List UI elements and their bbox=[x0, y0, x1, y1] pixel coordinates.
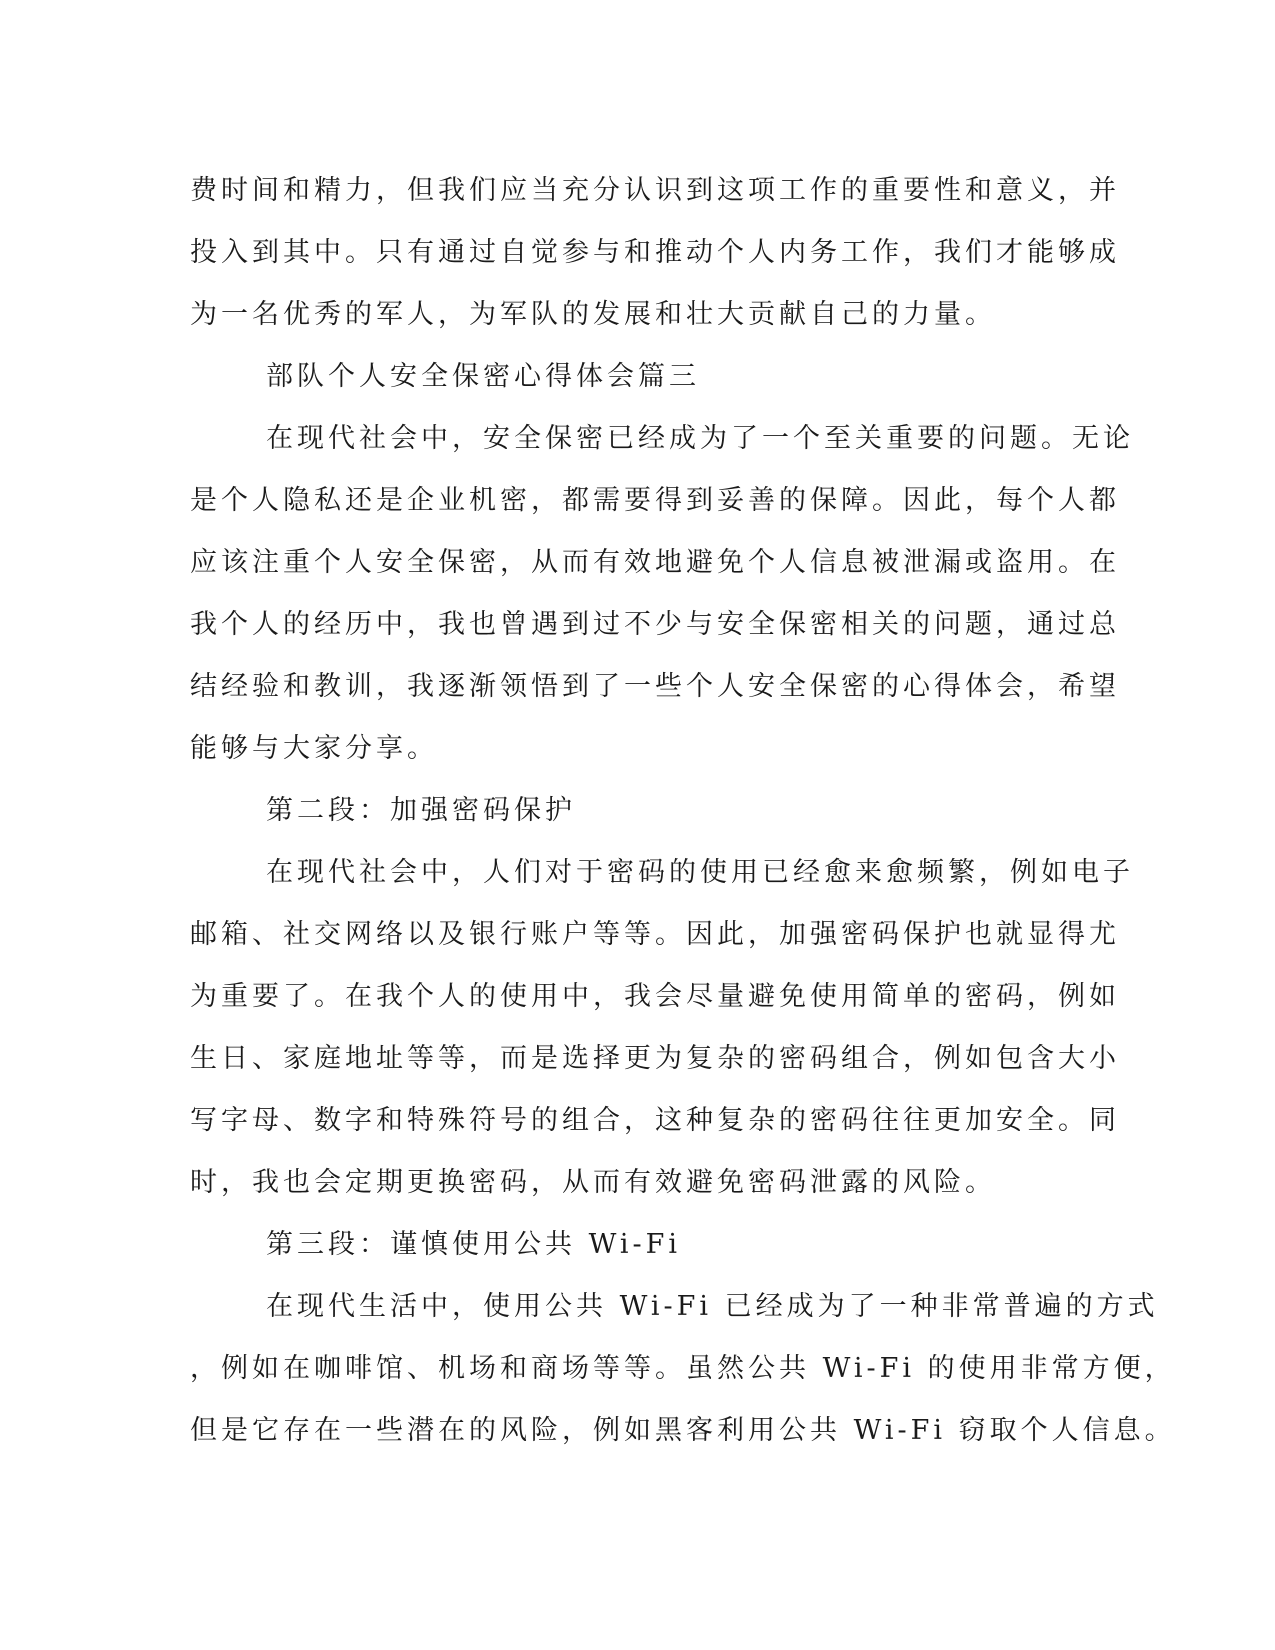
section-heading: 第三段：谨慎使用公共 Wi-Fi bbox=[266, 1229, 681, 1260]
text-line: 是个人隐私还是企业机密，都需要得到妥善的保障。因此，每个人都 bbox=[190, 485, 1120, 516]
text-line: 在现代生活中，使用公共 Wi-Fi 已经成为了一种非常普遍的方式 bbox=[266, 1291, 1159, 1322]
text-line: 为重要了。在我个人的使用中，我会尽量避免使用简单的密码，例如 bbox=[190, 981, 1120, 1012]
text-line: 结经验和教训，我逐渐领悟到了一些个人安全保密的心得体会，希望 bbox=[190, 671, 1120, 702]
text-line: 写字母、数字和特殊符号的组合，这种复杂的密码往往更加安全。同 bbox=[190, 1105, 1120, 1136]
text-line: 生日、家庭地址等等，而是选择更为复杂的密码组合，例如包含大小 bbox=[190, 1043, 1120, 1074]
body-text bbox=[190, 160, 1176, 1462]
section-heading: 部队个人安全保密心得体会篇三 bbox=[266, 361, 700, 392]
text-line: 费时间和精力，但我们应当充分认识到这项工作的重要性和意义，并 bbox=[190, 175, 1120, 206]
text-line: 邮箱、社交网络以及银行账户等等。因此，加强密码保护也就显得尤 bbox=[190, 919, 1120, 950]
text-line: ，例如在咖啡馆、机场和商场等等。虽然公共 Wi-Fi 的使用非常方便， bbox=[190, 1353, 1176, 1384]
text-line: 投入到其中。只有通过自觉参与和推动个人内务工作，我们才能够成 bbox=[190, 237, 1120, 268]
text-line: 应该注重个人安全保密，从而有效地避免个人信息被泄漏或盗用。在 bbox=[190, 547, 1120, 578]
text-line: 为一名优秀的军人，为军队的发展和壮大贡献自己的力量。 bbox=[190, 299, 996, 330]
text-line: 时，我也会定期更换密码，从而有效避免密码泄露的风险。 bbox=[190, 1167, 996, 1198]
text-line: 在现代社会中，人们对于密码的使用已经愈来愈频繁，例如电子 bbox=[266, 857, 1134, 888]
text-line: 我个人的经历中，我也曾遇到过不少与安全保密相关的问题，通过总 bbox=[190, 609, 1120, 640]
section-heading: 第二段：加强密码保护 bbox=[266, 795, 576, 826]
text-line: 但是它存在一些潜在的风险，例如黑客利用公共 Wi-Fi 窃取个人信息。 bbox=[190, 1415, 1176, 1446]
text-line: 在现代社会中，安全保密已经成为了一个至关重要的问题。无论 bbox=[266, 423, 1134, 454]
text-line: 能够与大家分享。 bbox=[190, 733, 438, 764]
